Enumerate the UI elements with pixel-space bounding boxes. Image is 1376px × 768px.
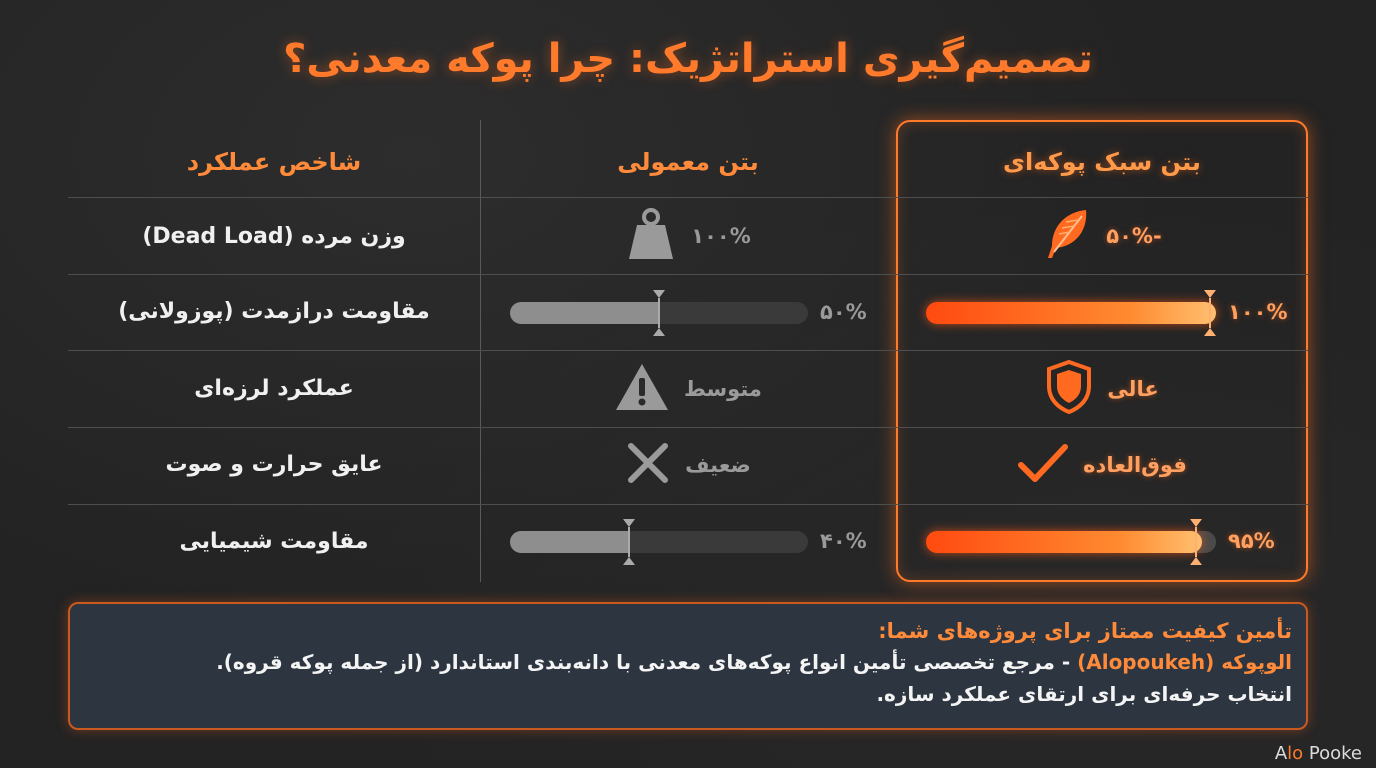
pumice-chemical-value: ۹۵%	[1228, 529, 1275, 553]
pumice-seismic-value: عالی	[1107, 377, 1159, 401]
normal-strength-marker	[651, 290, 667, 336]
pumice-dead-load-value: -۵۰%	[1106, 224, 1162, 248]
header-metric: شاخص عملکرد	[186, 148, 362, 176]
normal-strength-value: ۵۰%	[820, 300, 867, 324]
row-divider	[68, 350, 1308, 351]
pumice-strength-fill	[926, 302, 1216, 324]
info-box	[68, 602, 1308, 730]
page-title: تصمیم‌گیری استراتژیک: چرا پوکه معدنی؟	[283, 36, 1093, 82]
metric-chemical: مقاومت شیمیایی	[179, 529, 369, 554]
pumice-chemical-bar	[926, 531, 1216, 553]
pumice-strength-value: ۱۰۰%	[1228, 300, 1288, 324]
pumice-strength-marker	[1202, 290, 1218, 336]
normal-insulation-value: ضعیف	[685, 453, 751, 477]
pumice-insulation-value: فوق‌العاده	[1083, 453, 1187, 477]
pumice-insulation-cell	[896, 437, 1308, 493]
row-divider	[68, 427, 1308, 428]
normal-insulation-cell	[482, 437, 894, 493]
x-icon	[625, 440, 671, 490]
info-line-1-text: - مرجع تخصصی تأمین انواع پوکه‌های معدنی با دانه‌بندی استاندارد (از جمله پوکه قروه).	[216, 650, 1078, 674]
normal-seismic-value: متوسط	[684, 377, 762, 401]
normal-dead-load-value: ۱۰۰%	[691, 224, 751, 248]
logo-lo: lo	[1287, 743, 1304, 764]
normal-strength-bar	[510, 302, 808, 324]
normal-strength-fill	[510, 302, 659, 324]
metric-dead-load: وزن مرده (Dead Load)	[142, 224, 406, 249]
metric-insulation: عایق حرارت و صوت	[165, 452, 383, 477]
weight-icon	[625, 207, 677, 265]
row-divider	[68, 274, 1308, 275]
normal-chemical-bar	[510, 531, 808, 553]
pumice-dead-load-cell	[896, 208, 1308, 264]
normal-dead-load-cell	[482, 208, 894, 264]
info-line-1	[70, 646, 1292, 678]
logo-a: A	[1274, 743, 1288, 764]
warning-icon	[614, 362, 670, 416]
shield-icon	[1045, 360, 1093, 418]
metric-long-term-strength: مقاومت درازمدت (پوزولانی)	[118, 299, 430, 324]
info-title: تأمین کیفیت ممتاز برای پروژه‌های شما:	[878, 619, 1292, 643]
row-divider	[68, 197, 1308, 198]
normal-chemical-value: ۴۰%	[820, 529, 867, 553]
header-normal-concrete: بتن معمولی	[617, 148, 759, 176]
pumice-chemical-marker	[1188, 519, 1204, 565]
normal-chemical-fill	[510, 531, 629, 553]
normal-seismic-cell	[482, 361, 894, 417]
feather-icon	[1042, 206, 1092, 266]
logo-text: Pooke	[1303, 743, 1362, 764]
metric-seismic: عملکرد لرزه‌ای	[194, 376, 354, 401]
check-icon	[1017, 443, 1069, 487]
info-line-2: انتخاب حرفه‌ای برای ارتقای عملکرد سازه.	[876, 682, 1292, 706]
normal-chemical-marker	[621, 519, 637, 565]
pumice-column-highlight	[896, 120, 1308, 582]
column-divider	[480, 120, 481, 582]
pumice-strength-bar	[926, 302, 1216, 324]
brand-logo	[1275, 743, 1362, 764]
pumice-chemical-fill	[926, 531, 1202, 553]
pumice-seismic-cell	[896, 361, 1308, 417]
header-pumice-concrete: بتن سبک پوکه‌ای	[1003, 148, 1201, 176]
brand-name: الوپوکه (Alopoukeh)	[1077, 650, 1292, 674]
row-divider	[68, 504, 1308, 505]
